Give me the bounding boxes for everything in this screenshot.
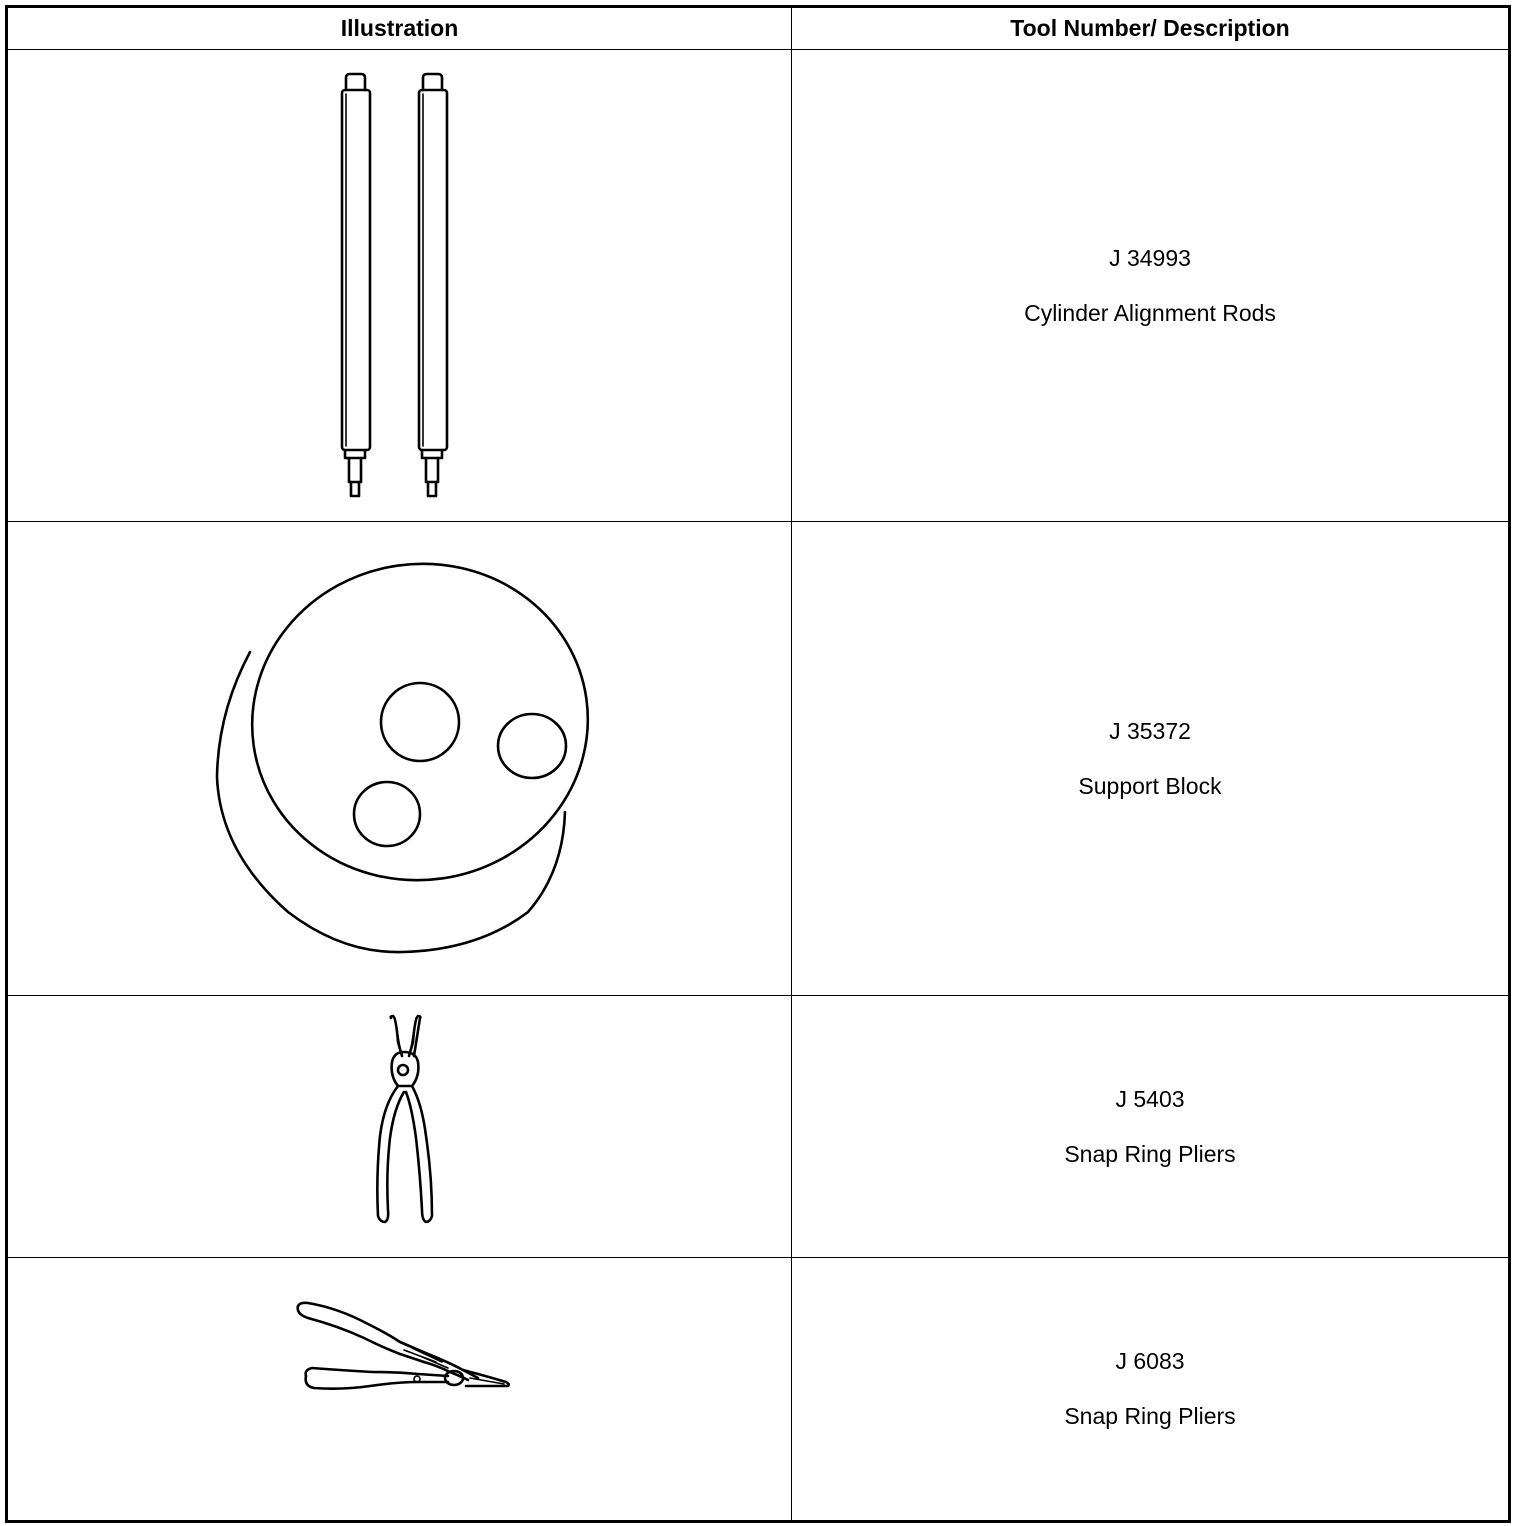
tool-description: Snap Ring Pliers	[1064, 1403, 1236, 1429]
description-cell	[792, 50, 1510, 522]
tool-description: Support Block	[1078, 772, 1222, 799]
header-illustration: Illustration	[7, 7, 792, 50]
alignment-rods-icon	[8, 50, 793, 522]
illustration-cell	[7, 1258, 792, 1522]
table-row	[7, 50, 1510, 522]
illustration-cell	[7, 522, 792, 996]
tool-number: J 34993	[1109, 244, 1191, 271]
support-block-icon	[8, 522, 793, 996]
table-row	[7, 1258, 1510, 1522]
tool-number: J 6083	[1115, 1348, 1185, 1374]
table-row	[7, 522, 1510, 996]
illustration-cell	[7, 996, 792, 1258]
description-cell	[792, 522, 1510, 996]
header-tool-description: Tool Number/ Description	[792, 7, 1510, 50]
table-row	[7, 996, 1510, 1258]
snap-ring-pliers-icon	[8, 996, 793, 1258]
tool-description: Snap Ring Pliers	[1064, 1140, 1236, 1167]
illustration-cell	[7, 50, 792, 522]
description-cell	[792, 996, 1510, 1258]
description-cell	[792, 1258, 1510, 1522]
tool-number: J 35372	[1109, 717, 1191, 744]
tool-description: Cylinder Alignment Rods	[1024, 299, 1276, 326]
special-tools-table	[5, 5, 1511, 1523]
tool-number: J 5403	[1115, 1085, 1185, 1112]
table-header-row	[7, 7, 1510, 50]
snap-ring-pliers-angled-icon	[8, 1258, 793, 1522]
